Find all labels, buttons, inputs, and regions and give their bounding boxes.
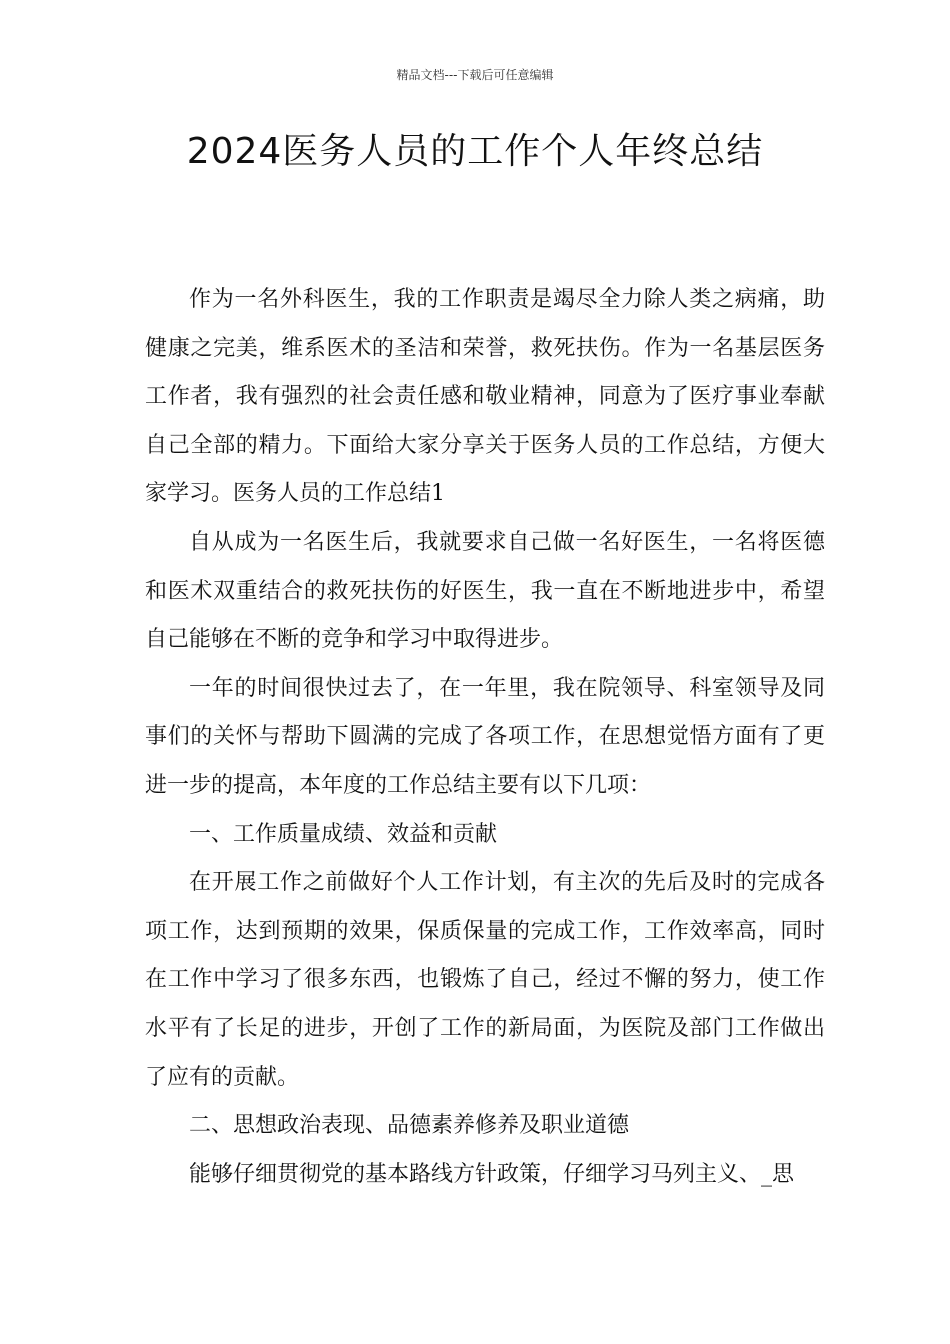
header-note: 精品文档---下载后可任意编辑 xyxy=(396,68,554,82)
paragraph-year-summary: 一年的时间很快过去了，在一年里，我在院领导、科室领导及同事们的关怀与帮助下圆满的完成了各项工作，在思想觉悟方面有了更进一步的提高，本年度的工作总结主要有以下几项： xyxy=(145,675,825,798)
document-title: 2024医务人员的工作个人年终总结 xyxy=(186,131,764,172)
paragraph-goal: 自从成为一名医生后，我就要求自己做一名好医生，一名将医德和医术双重结合的救死扶伤的好医生，我一直在不断地进步中，希望自己能够在不断的竞争和学习中取得进步。 xyxy=(145,529,825,653)
paragraph-political: 能够仔细贯彻党的基本路线方针政策，仔细学习马列主义、_思 xyxy=(189,1161,795,1187)
section-heading-1: 一、工作质量成绩、效益和贡献 xyxy=(189,821,498,847)
document-body xyxy=(145,276,825,1199)
paragraph-work-quality: 在开展工作之前做好个人工作计划，有主次的先后及时的完成各项工作，达到预期的效果，保质保量的完成工作，工作效率高，同时在工作中学习了很多东西，也锻炼了自己，经过不懈的努力，使工作水平有了长足的进步，开创了工作的新局面，为医院及部门工作做出了应有的贡献。 xyxy=(145,870,825,1090)
section-heading-2: 二、思想政治表现、品德素养修养及职业道德 xyxy=(189,1113,630,1139)
paragraph-intro: 作为一名外科医生，我的工作职责是竭尽全力除人类之病痛，助健康之完美，维系医术的圣洁和荣誉，救死扶伤。作为一名基层医务工作者，我有强烈的社会责任感和敬业精神，同意为了医疗事业奉献自己全部的精力。下面给大家分享关于医务人员的工作总结，方便大家学习。医务人员的工作总结1 xyxy=(145,287,825,507)
